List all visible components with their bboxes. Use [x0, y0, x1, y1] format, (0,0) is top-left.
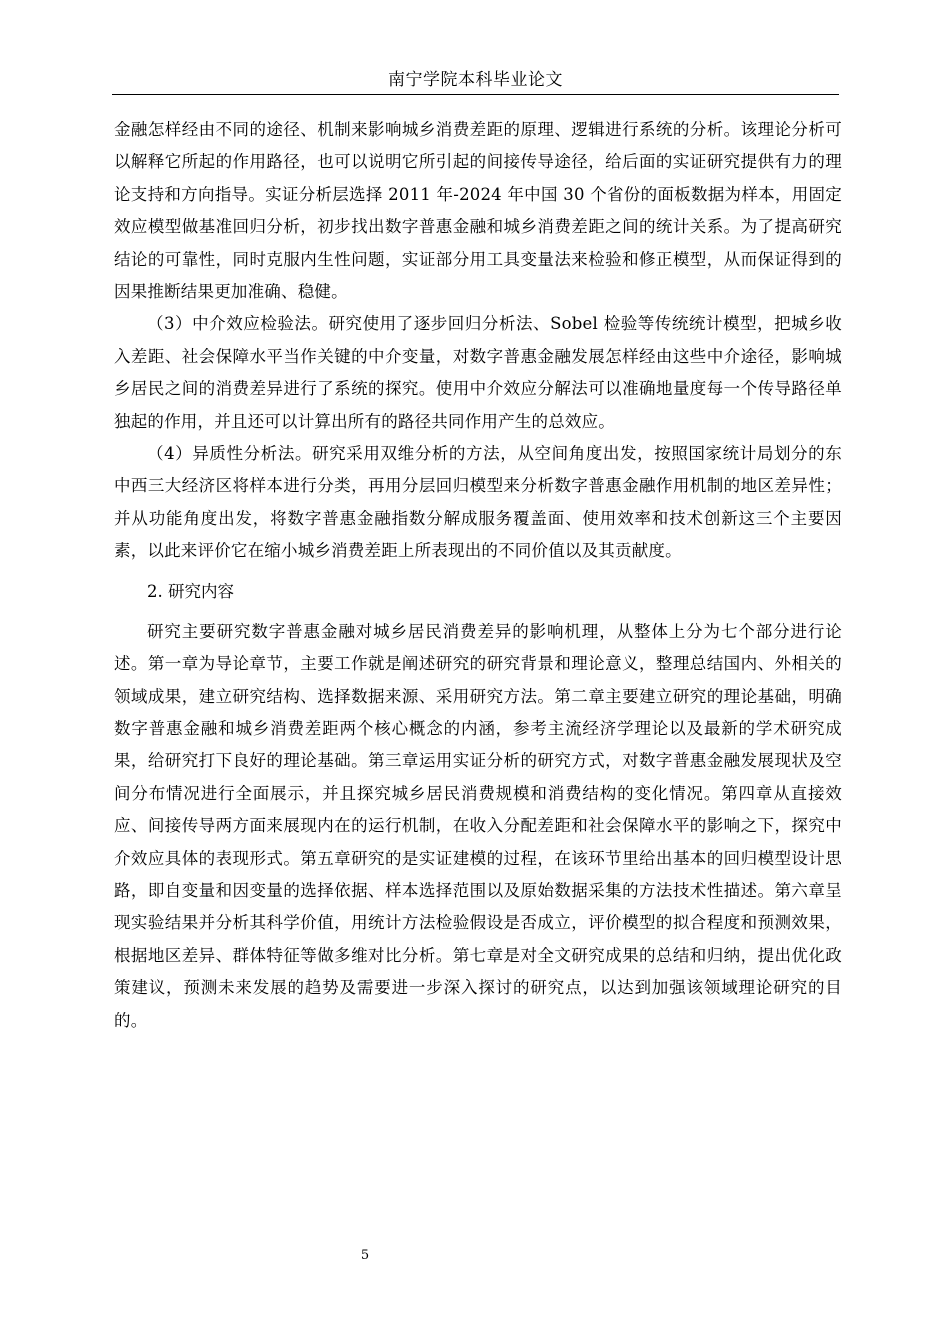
section-heading: 2. 研究内容 [147, 581, 234, 601]
page-number: 5 [360, 1248, 370, 1263]
paragraph-research-content: 研究主要研究数字普惠金融对城乡居民消费差异的影响机理，从整体上分为七个部分进行论述。第一章为导论章节，主要工作就是阐述研究的研究背景和理论意义，整理总结国内、外相关的领域成果，建立研究结构、选择数据来源、采用研究方法。第二章主要建立研究的理论基础，明确数字普惠金融和城乡消费差距两个核心概念的内涵，参考主流经济学理论以及最新的学术研究成果，给研究打下良好的理论基础。第三章运用实证分析的研究方式，对数字普惠金融发展现状及空间分布情况进行全面展示，并且探究城乡居民消费规模和消费结构的变化情况。第四章从直接效应、间接传导两方面来展现内在的运行机制，在收入分配差距和社会保障水平的影响之下，探究中介效应具体的表现形式。第五章研究的是实证建模的过程，在该环节里给出基本的回归模型设计思路，即自变量和因变量的选择依据、样本选择范围以及原始数据采集的方法技术性描述。第六章呈现实验结果并分析其科学价值，用统计方法检验假设是否成立，评价模型的拟合程度和预测效果，根据地区差异、群体特征等做多维对比分析。第七章是对全文研究成果的总结和归纳，提出优化政策建议，预测未来发展的趋势及需要进一步深入探讨的研究点，以达到加强该领域理论研究的目的。 [114, 621, 842, 1030]
paragraph-mediation-test: （3）中介效应检验法。研究使用了逐步回归分析法、Sobel 检验等传统统计模型，把城乡收入差距、社会保障水平当作关键的中介变量，对数字普惠金融发展怎样经由这些中介途径，影响城乡居民之间的消费差异进行了系统的探究。使用中介效应分解法可以准确地量度每一个传导路径单独起的作用，并且还可以计算出所有的路径共同作用产生的总效应。 [114, 314, 842, 431]
page-header-title: 南宁学院本科毕业论文 [112, 68, 839, 95]
paragraph-continuation: 金融怎样经由不同的途径、机制来影响城乡消费差距的原理、逻辑进行系统的分析。该理论分析可以解释它所起的作用路径，也可以说明它所引起的间接传导途径，给后面的实证研究提供有力的理论支持和方向指导。实证分析层选择 2011 年-2024 年中国 30 个省份的面板数据为样本，用固定效应模型做基准回归分析，初步找出数字普惠金融和城乡消费差距之间的统计关系。为了提高研究结论的可靠性，同时克服内生性问题，实证部分用工具变量法来检验和修正模型，从而保证得到的因果推断结果更加准确、稳健。 [114, 120, 842, 302]
body-text [114, 114, 842, 1037]
paragraph-heterogeneity-analysis: （4）异质性分析法。研究采用双维分析的方法，从空间角度出发，按照国家统计局划分的东中西三大经济区将样本进行分类，再用分层回归模型来分析数字普惠金融作用机制的地区差异性；并从功能角度出发，将数字普惠金融指数分解成服务覆盖面、使用效率和技术创新这三个主要因素，以此来评价它在缩小城乡消费差距上所表现出的不同价值以及其贡献度。 [114, 444, 842, 561]
